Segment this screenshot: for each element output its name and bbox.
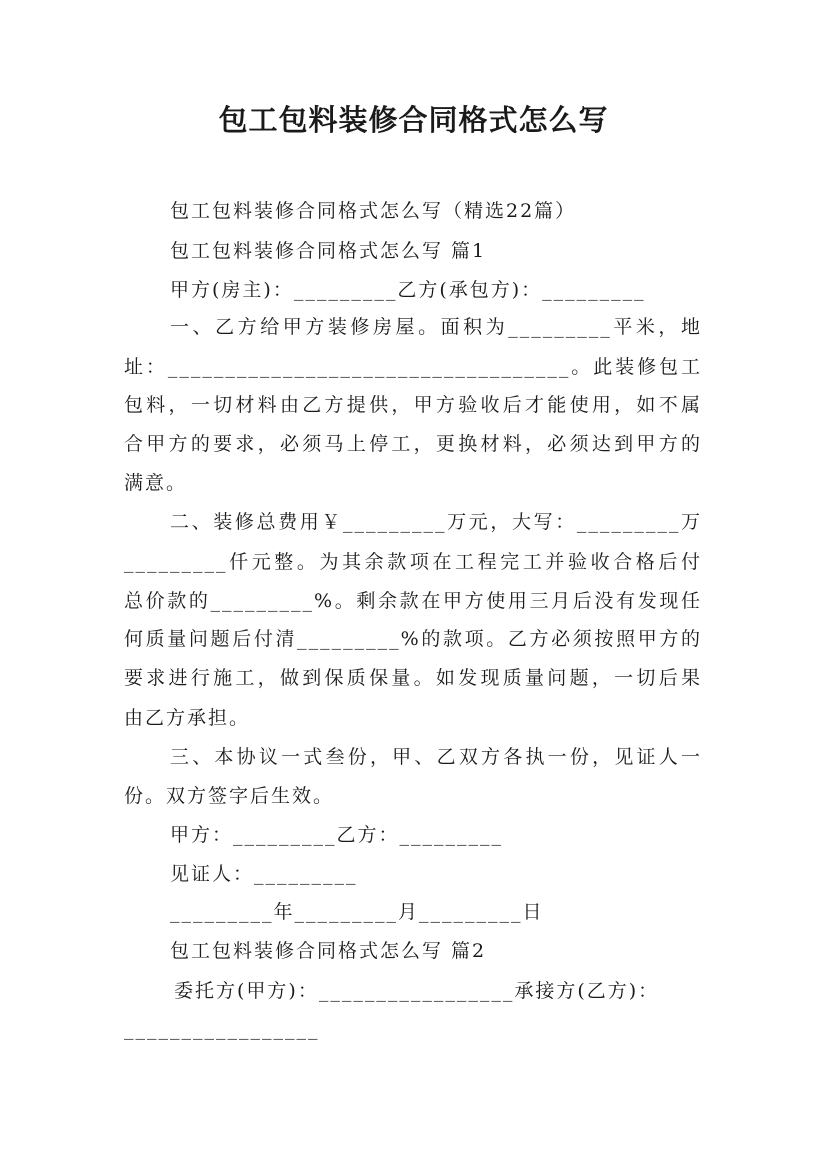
text-line: 由乙方承担。 — [124, 707, 251, 729]
text-line: 合甲方的要求，必须马上停工，更换材料，必须达到甲方的 — [124, 433, 702, 455]
date-line: _________年_________月_________日 — [170, 901, 544, 923]
text-line: 包工包料装修合同格式怎么写（精选22篇） — [170, 200, 577, 222]
section-heading: 包工包料装修合同格式怎么写 篇2 — [170, 940, 487, 962]
text-line: 三、本协议一式叁份，甲、乙双方各执一份，见证人一 — [170, 746, 702, 768]
text-line: 甲方(房主)：_________乙方(承包方)：_________ — [170, 279, 646, 301]
document-title: 包工包料装修合同格式怎么写 — [218, 103, 609, 137]
signature-line: 甲方：_________乙方：_________ — [170, 824, 504, 846]
text-line: 址：___________________________________。此装修包工 — [124, 356, 702, 378]
text-line: 委托方(甲方)：_________________承接方(乙方)： — [174, 980, 660, 1002]
text-line: 何质量问题后付清_________%的款项。乙方必须按照甲方的 — [124, 628, 702, 650]
text-line: 二、装修总费用￥_________万元，大写：_________万 — [170, 511, 702, 533]
witness-line: 见证人：_________ — [170, 863, 358, 885]
section-heading: 包工包料装修合同格式怎么写 篇1 — [170, 240, 487, 262]
text-line: 要求进行施工，做到保质保量。如发现质量问题，一切后果 — [124, 667, 702, 689]
text-line: _________________ — [124, 1018, 320, 1040]
text-line: 份。双方签字后生效。 — [124, 785, 335, 807]
text-line: 包料，一切材料由乙方提供，甲方验收后才能使用，如不属 — [124, 394, 702, 416]
text-line: _________仟元整。为其余款项在工程完工并验收合格后付 — [124, 551, 702, 573]
text-line: 满意。 — [124, 472, 188, 494]
text-line: 一、乙方给甲方装修房屋。面积为_________平米，地 — [170, 316, 702, 338]
text-line: 总价款的_________%。剩余款在甲方使用三月后没有发现任 — [124, 590, 702, 612]
